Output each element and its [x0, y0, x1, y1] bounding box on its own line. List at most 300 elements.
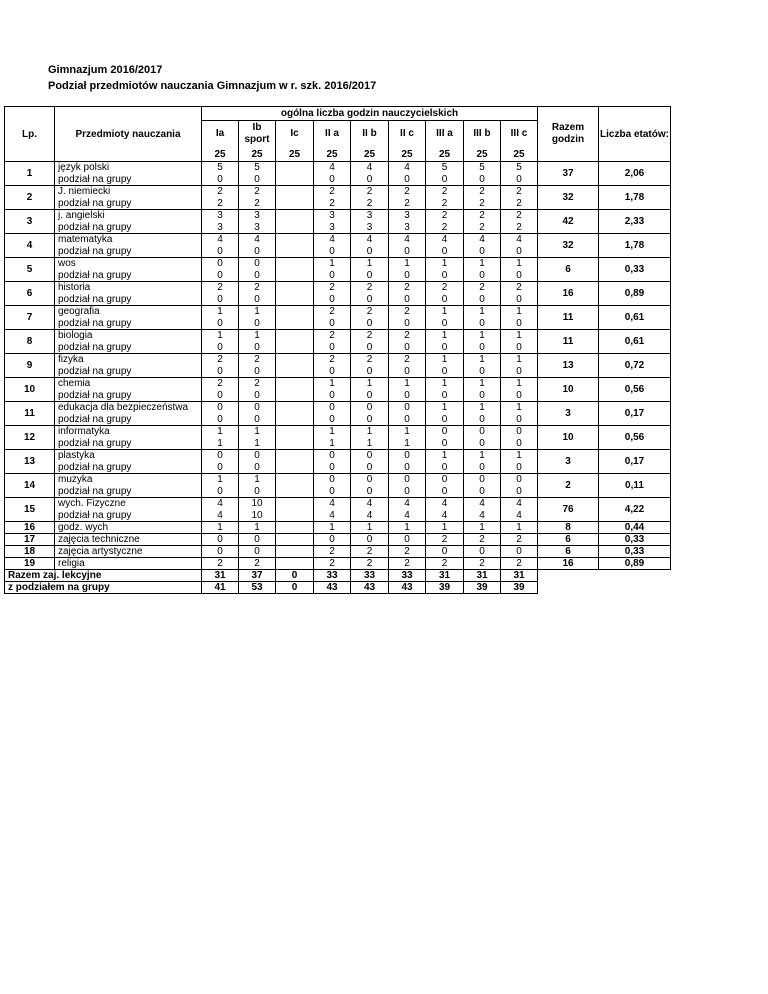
- hours-cell: 2: [351, 354, 389, 366]
- hours-cell: 4: [389, 498, 426, 510]
- hours-cell: 0: [389, 486, 426, 498]
- hours-cell: [276, 390, 314, 402]
- subject-name: wos: [55, 258, 202, 270]
- subject-name: podział na grupy: [55, 342, 202, 354]
- hours-cell: 0: [239, 402, 276, 414]
- hours-cell: 0: [464, 546, 501, 558]
- hours-cell: 2: [314, 546, 351, 558]
- hours-cell: 1: [426, 306, 464, 318]
- hours-cell: 1: [314, 438, 351, 450]
- hours-cell: 0: [202, 258, 239, 270]
- subject-name: fizyka: [55, 354, 202, 366]
- hours-cell: 0: [314, 294, 351, 306]
- hours-cell: [276, 306, 314, 318]
- hours-cell: 0: [389, 318, 426, 330]
- hours-cell: 0: [314, 390, 351, 402]
- table-row: [5, 534, 671, 546]
- hours-cell: 1: [501, 402, 538, 414]
- row-number: 3: [5, 210, 55, 234]
- subject-name: geografia: [55, 306, 202, 318]
- hours-cell: 0: [239, 270, 276, 282]
- class-header: III c: [501, 121, 538, 148]
- row-number: 7: [5, 306, 55, 330]
- hours-cell: 0: [202, 546, 239, 558]
- hours-cell: 4: [314, 162, 351, 174]
- hours-cell: 1: [351, 378, 389, 390]
- sum-cell: 31: [501, 570, 538, 582]
- hours-cell: [276, 510, 314, 522]
- hours-cell: [276, 522, 314, 534]
- hours-cell: 4: [351, 498, 389, 510]
- hours-cell: 4: [351, 234, 389, 246]
- hours-cell: 0: [351, 534, 389, 546]
- subject-name: godz. wych: [55, 522, 202, 534]
- total-hours: 16: [538, 282, 599, 306]
- hours-cell: 0: [389, 246, 426, 258]
- table-row: [5, 498, 671, 510]
- class-header: III b: [464, 121, 501, 148]
- hours-cell: [276, 174, 314, 186]
- hours-table: [4, 106, 671, 594]
- hours-cell: 0: [464, 390, 501, 402]
- hours-cell: 2: [202, 558, 239, 570]
- hours-cell: [276, 210, 314, 222]
- hours-cell: 0: [426, 426, 464, 438]
- hours-cell: [276, 246, 314, 258]
- total-hours: 8: [538, 522, 599, 534]
- hours-cell: 0: [501, 174, 538, 186]
- class-size: 25: [239, 148, 276, 162]
- hours-cell: 0: [202, 318, 239, 330]
- table-row: [5, 474, 671, 486]
- hours-cell: 0: [464, 174, 501, 186]
- hours-cell: 2: [464, 210, 501, 222]
- fte-value: 0,72: [599, 354, 671, 378]
- hours-cell: 0: [426, 438, 464, 450]
- hours-cell: 1: [464, 354, 501, 366]
- subject-name: informatyka: [55, 426, 202, 438]
- hours-cell: 0: [351, 474, 389, 486]
- hours-cell: 4: [501, 498, 538, 510]
- hours-cell: 2: [389, 282, 426, 294]
- hours-cell: 0: [239, 258, 276, 270]
- hours-cell: [276, 462, 314, 474]
- hours-cell: 2: [389, 186, 426, 198]
- hours-cell: 0: [389, 294, 426, 306]
- total-hours-header: Razem godzin: [538, 107, 599, 162]
- hours-cell: 0: [239, 546, 276, 558]
- hours-cell: 1: [426, 402, 464, 414]
- sum-cell: 43: [389, 582, 426, 594]
- hours-cell: 2: [464, 198, 501, 210]
- hours-cell: 1: [389, 522, 426, 534]
- hours-cell: 4: [464, 498, 501, 510]
- table-row: [5, 354, 671, 366]
- hours-cell: 0: [389, 390, 426, 402]
- hours-cell: 4: [464, 510, 501, 522]
- school-title: Gimnazjum 2016/2017: [48, 64, 163, 76]
- hours-cell: 1: [239, 438, 276, 450]
- hours-cell: 4: [464, 234, 501, 246]
- hours-cell: 2: [314, 306, 351, 318]
- hours-cell: 2: [501, 558, 538, 570]
- total-hours: 3: [538, 450, 599, 474]
- hours-cell: 0: [314, 246, 351, 258]
- hours-cell: 0: [202, 450, 239, 462]
- hours-cell: 2: [351, 306, 389, 318]
- total-hours: 42: [538, 210, 599, 234]
- row-number: 11: [5, 402, 55, 426]
- total-hours: 3: [538, 402, 599, 426]
- hours-cell: 0: [351, 246, 389, 258]
- hours-cell: 0: [389, 462, 426, 474]
- hours-cell: 1: [314, 378, 351, 390]
- hours-cell: 0: [501, 426, 538, 438]
- hours-cell: 1: [351, 438, 389, 450]
- row-number: 4: [5, 234, 55, 258]
- total-hours: 2: [538, 474, 599, 498]
- hours-cell: 0: [202, 342, 239, 354]
- fte-header: Liczba etatów:: [599, 107, 671, 162]
- hours-cell: 2: [314, 330, 351, 342]
- hours-cell: [276, 414, 314, 426]
- hours-cell: 4: [202, 498, 239, 510]
- subject-name: muzyka: [55, 474, 202, 486]
- table-row: [5, 162, 671, 174]
- hours-cell: 0: [351, 318, 389, 330]
- sum-cell: 43: [314, 582, 351, 594]
- hours-cell: 0: [202, 462, 239, 474]
- subject-name: biologia: [55, 330, 202, 342]
- class-size: 25: [276, 148, 314, 162]
- hours-cell: 0: [351, 486, 389, 498]
- hours-cell: 0: [314, 534, 351, 546]
- hours-cell: [276, 258, 314, 270]
- fte-value: 2,06: [599, 162, 671, 186]
- hours-cell: 0: [426, 546, 464, 558]
- sum-row: [5, 582, 671, 594]
- hours-cell: 2: [426, 558, 464, 570]
- hours-cell: 1: [239, 474, 276, 486]
- hours-cell: 1: [389, 378, 426, 390]
- hours-cell: 0: [314, 462, 351, 474]
- sum-cell: 39: [426, 582, 464, 594]
- hours-cell: 0: [501, 474, 538, 486]
- hours-cell: 2: [351, 558, 389, 570]
- hours-cell: 2: [426, 534, 464, 546]
- hours-cell: 1: [202, 426, 239, 438]
- hours-cell: 2: [389, 198, 426, 210]
- row-number: 14: [5, 474, 55, 498]
- hours-cell: 0: [389, 270, 426, 282]
- hours-cell: 2: [464, 282, 501, 294]
- hours-cell: 3: [389, 222, 426, 234]
- hours-cell: 0: [464, 426, 501, 438]
- sum-label: z podziałem na grupy: [5, 582, 202, 594]
- hours-cell: 0: [426, 474, 464, 486]
- row-number: 19: [5, 558, 55, 570]
- hours-cell: 4: [202, 510, 239, 522]
- hours-cell: 1: [389, 438, 426, 450]
- subject-name: zajęcia artystyczne: [55, 546, 202, 558]
- hours-cell: 0: [426, 414, 464, 426]
- hours-cell: 2: [314, 558, 351, 570]
- hours-cell: 0: [202, 390, 239, 402]
- hours-cell: [276, 186, 314, 198]
- subject-name: podział na grupy: [55, 246, 202, 258]
- hours-cell: 0: [464, 246, 501, 258]
- hours-cell: [276, 294, 314, 306]
- hours-cell: 3: [202, 210, 239, 222]
- hours-cell: 0: [426, 342, 464, 354]
- hours-cell: 4: [351, 162, 389, 174]
- hours-cell: 0: [501, 270, 538, 282]
- hours-cell: 0: [239, 450, 276, 462]
- sum-cell: 39: [501, 582, 538, 594]
- hours-cell: 2: [239, 354, 276, 366]
- hours-cell: 2: [426, 186, 464, 198]
- total-hours: 6: [538, 534, 599, 546]
- hours-cell: 0: [501, 366, 538, 378]
- hours-cell: 2: [202, 354, 239, 366]
- hours-cell: 2: [501, 222, 538, 234]
- sum-label: Razem zaj. lekcyjne: [5, 570, 202, 582]
- hours-cell: 4: [501, 234, 538, 246]
- hours-cell: 0: [464, 486, 501, 498]
- hours-cell: 0: [426, 390, 464, 402]
- total-hours: 11: [538, 306, 599, 330]
- hours-cell: 1: [202, 330, 239, 342]
- subject-name: język polski: [55, 162, 202, 174]
- sum-cell: 53: [239, 582, 276, 594]
- hours-cell: 0: [501, 246, 538, 258]
- hours-cell: 0: [239, 366, 276, 378]
- hours-cell: 5: [464, 162, 501, 174]
- hours-cell: [276, 486, 314, 498]
- fte-value: 0,17: [599, 450, 671, 474]
- hours-cell: 1: [426, 330, 464, 342]
- sum-cell: 37: [239, 570, 276, 582]
- hours-cell: 0: [202, 174, 239, 186]
- hours-cell: 0: [426, 270, 464, 282]
- table-row: [5, 426, 671, 438]
- hours-cell: 2: [389, 546, 426, 558]
- subject-name: J. niemiecki: [55, 186, 202, 198]
- hours-cell: [276, 222, 314, 234]
- hours-cell: [276, 474, 314, 486]
- hours-cell: 10: [239, 510, 276, 522]
- subject-name: podział na grupy: [55, 462, 202, 474]
- hours-cell: 5: [239, 162, 276, 174]
- row-number: 16: [5, 522, 55, 534]
- hours-cell: 2: [351, 546, 389, 558]
- hours-cell: 4: [314, 510, 351, 522]
- row-number: 5: [5, 258, 55, 282]
- sum-cell: 33: [314, 570, 351, 582]
- subjects-header: Przedmioty nauczania: [55, 107, 202, 162]
- hours-cell: 2: [426, 222, 464, 234]
- hours-cell: 0: [314, 474, 351, 486]
- hours-cell: 0: [464, 366, 501, 378]
- hours-cell: 0: [239, 174, 276, 186]
- fte-value: 0,61: [599, 330, 671, 354]
- hours-cell: 2: [351, 198, 389, 210]
- hours-cell: 1: [314, 258, 351, 270]
- hours-cell: 2: [501, 198, 538, 210]
- hours-cell: 0: [464, 342, 501, 354]
- hours-cell: 0: [501, 390, 538, 402]
- hours-cell: [276, 546, 314, 558]
- fte-value: 0,33: [599, 534, 671, 546]
- hours-cell: 2: [501, 534, 538, 546]
- hours-cell: 0: [239, 342, 276, 354]
- hours-cell: 0: [351, 366, 389, 378]
- hours-cell: 0: [351, 402, 389, 414]
- subject-name: podział na grupy: [55, 510, 202, 522]
- hours-cell: 5: [501, 162, 538, 174]
- hours-cell: 0: [501, 414, 538, 426]
- subject-name: chemia: [55, 378, 202, 390]
- hours-cell: 4: [389, 510, 426, 522]
- row-number: 1: [5, 162, 55, 186]
- subject-name: podział na grupy: [55, 366, 202, 378]
- hours-cell: 0: [464, 294, 501, 306]
- fte-value: 0,33: [599, 258, 671, 282]
- sum-cell: 0: [276, 582, 314, 594]
- table-row: [5, 402, 671, 414]
- hours-cell: 0: [426, 366, 464, 378]
- sum-cell: 31: [426, 570, 464, 582]
- hours-cell: 1: [501, 354, 538, 366]
- hours-cell: 3: [239, 210, 276, 222]
- hours-cell: [276, 426, 314, 438]
- table-row: [5, 522, 671, 534]
- hours-cell: 0: [314, 174, 351, 186]
- table-row: [5, 282, 671, 294]
- hours-cell: 0: [314, 486, 351, 498]
- hours-cell: 2: [389, 306, 426, 318]
- hours-cell: 0: [314, 366, 351, 378]
- hours-cell: 0: [464, 462, 501, 474]
- hours-cell: 1: [239, 330, 276, 342]
- hours-cell: [276, 366, 314, 378]
- class-header: III a: [426, 121, 464, 148]
- hours-cell: 2: [239, 186, 276, 198]
- row-number: 6: [5, 282, 55, 306]
- hours-cell: [276, 318, 314, 330]
- hours-cell: 0: [239, 318, 276, 330]
- subject-name: matematyka: [55, 234, 202, 246]
- hours-cell: 2: [314, 354, 351, 366]
- hours-cell: 1: [202, 438, 239, 450]
- hours-cell: [276, 270, 314, 282]
- hours-group-header: ogólna liczba godzin nauczycielskich: [202, 107, 538, 121]
- fte-value: 1,78: [599, 186, 671, 210]
- hours-cell: 2: [501, 282, 538, 294]
- hours-cell: 2: [389, 558, 426, 570]
- fte-value: 0,11: [599, 474, 671, 498]
- hours-cell: 1: [426, 522, 464, 534]
- hours-cell: 0: [202, 414, 239, 426]
- subject-name: podział na grupy: [55, 486, 202, 498]
- row-number: 15: [5, 498, 55, 522]
- hours-cell: 1: [501, 330, 538, 342]
- total-hours: 16: [538, 558, 599, 570]
- subject-name: podział na grupy: [55, 270, 202, 282]
- hours-cell: 0: [464, 474, 501, 486]
- hours-cell: 1: [202, 474, 239, 486]
- hours-cell: 5: [426, 162, 464, 174]
- hours-cell: 0: [389, 450, 426, 462]
- hours-cell: [276, 438, 314, 450]
- fte-value: 0,89: [599, 558, 671, 570]
- hours-cell: 1: [464, 258, 501, 270]
- subject-name: podział na grupy: [55, 294, 202, 306]
- fte-value: 0,56: [599, 426, 671, 450]
- hours-cell: 1: [202, 306, 239, 318]
- hours-cell: 1: [426, 258, 464, 270]
- class-size: 25: [314, 148, 351, 162]
- hours-cell: 4: [239, 234, 276, 246]
- row-number: 12: [5, 426, 55, 450]
- hours-cell: 1: [464, 450, 501, 462]
- hours-cell: 5: [202, 162, 239, 174]
- hours-cell: 2: [202, 198, 239, 210]
- hours-cell: 4: [426, 234, 464, 246]
- hours-cell: 1: [426, 378, 464, 390]
- hours-cell: [276, 330, 314, 342]
- hours-cell: 0: [351, 462, 389, 474]
- sum-cell: 31: [464, 570, 501, 582]
- hours-cell: 1: [464, 330, 501, 342]
- hours-cell: 0: [389, 474, 426, 486]
- hours-cell: 0: [202, 402, 239, 414]
- hours-cell: 0: [501, 462, 538, 474]
- sum-cell: 41: [202, 582, 239, 594]
- hours-cell: 3: [351, 222, 389, 234]
- hours-cell: 2: [464, 186, 501, 198]
- table-row: [5, 546, 671, 558]
- hours-cell: 0: [501, 546, 538, 558]
- hours-cell: 4: [389, 234, 426, 246]
- class-header: II c: [389, 121, 426, 148]
- hours-cell: 2: [426, 198, 464, 210]
- subject-name: edukacja dla bezpieczeństwa: [55, 402, 202, 414]
- hours-cell: 1: [426, 354, 464, 366]
- subject-name: zajęcia techniczne: [55, 534, 202, 546]
- table-row: [5, 450, 671, 462]
- hours-cell: 0: [314, 450, 351, 462]
- class-size: 25: [426, 148, 464, 162]
- hours-cell: 0: [202, 246, 239, 258]
- total-hours: 76: [538, 498, 599, 522]
- hours-cell: [276, 498, 314, 510]
- class-header: II b: [351, 121, 389, 148]
- subject-name: podział na grupy: [55, 414, 202, 426]
- hours-cell: 4: [426, 510, 464, 522]
- hours-cell: [276, 162, 314, 174]
- hours-cell: 1: [389, 258, 426, 270]
- hours-cell: 0: [239, 294, 276, 306]
- hours-cell: 0: [426, 318, 464, 330]
- hours-cell: 2: [464, 222, 501, 234]
- hours-cell: 2: [202, 282, 239, 294]
- hours-cell: 3: [239, 222, 276, 234]
- hours-cell: 0: [239, 414, 276, 426]
- table-row: [5, 186, 671, 198]
- hours-cell: 0: [239, 486, 276, 498]
- fte-value: 2,33: [599, 210, 671, 234]
